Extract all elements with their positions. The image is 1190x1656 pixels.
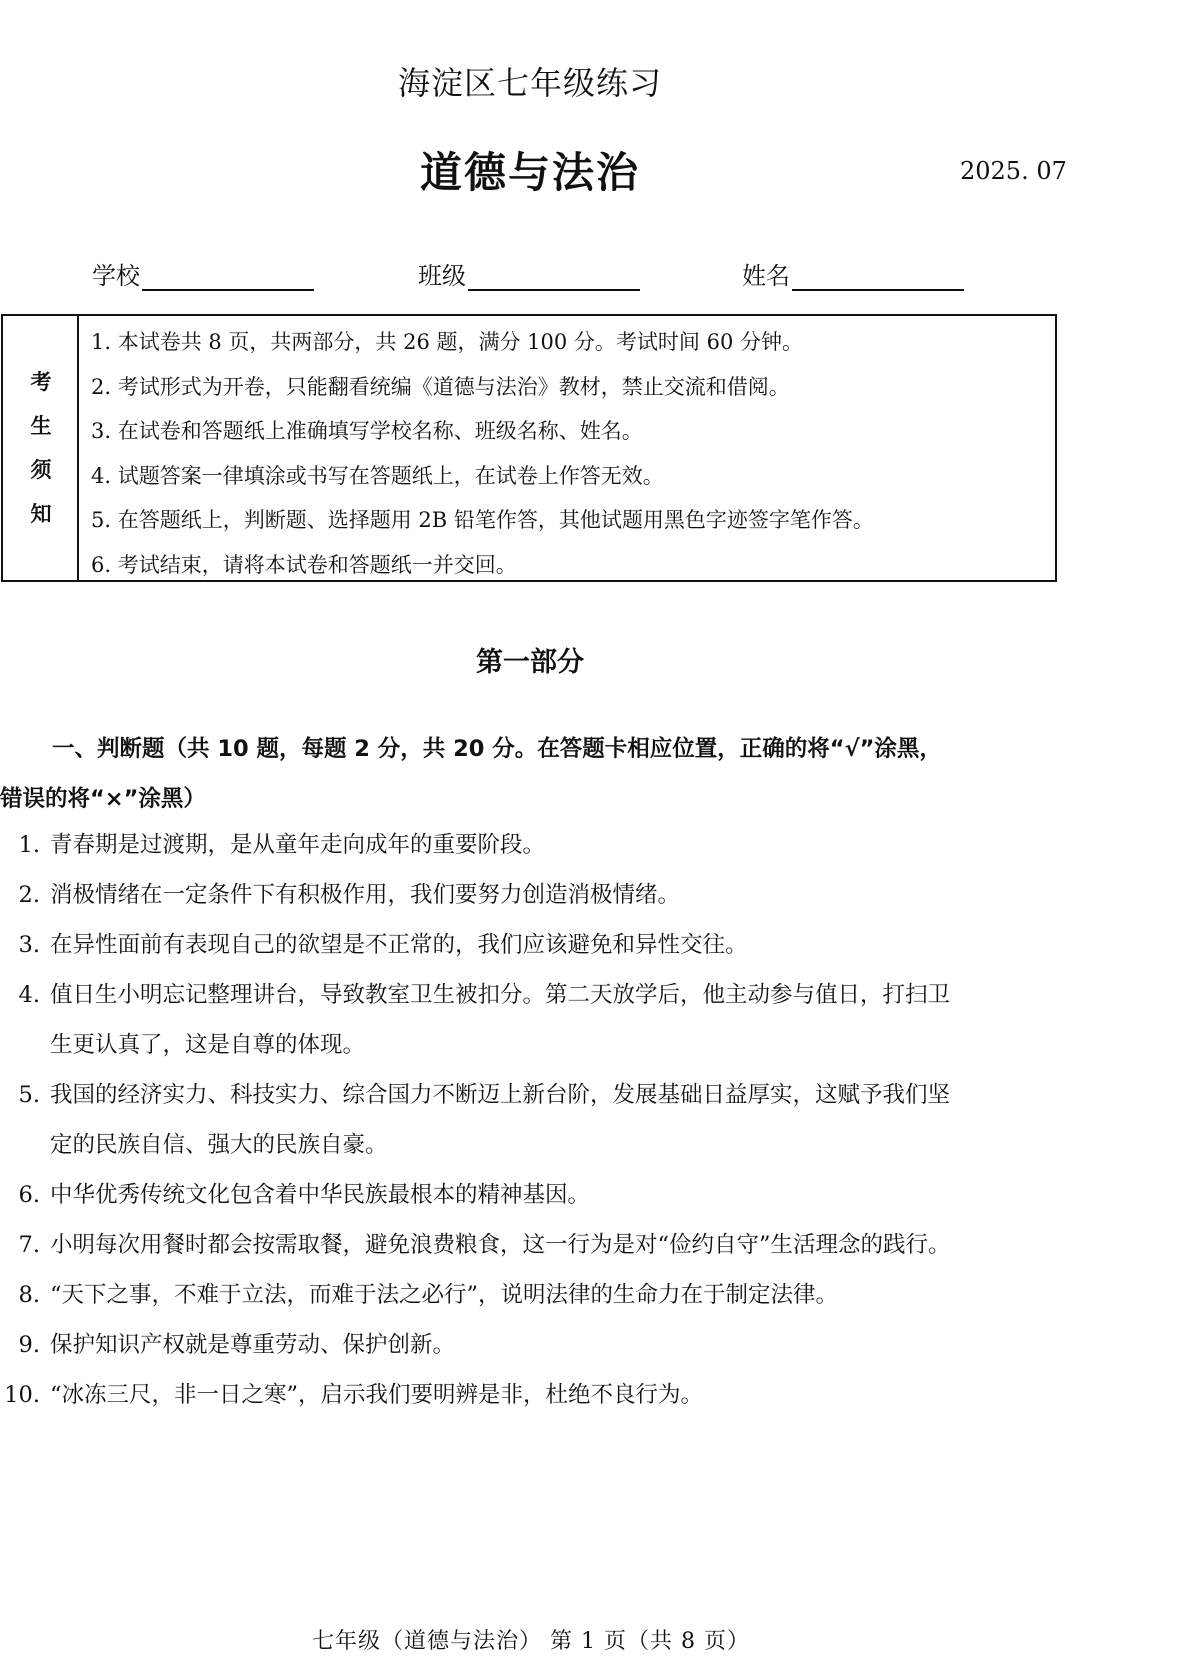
section-heading-line2: 错误的将“×”涂黑） — [0, 786, 206, 812]
exam-date: 2025. 07 — [960, 157, 1067, 185]
notice-side-char: 生 — [30, 413, 52, 438]
exam-series-title: 海淀区七年级练习 — [397, 64, 662, 102]
question-number: 3. — [18, 932, 40, 958]
question-text: 在异性面前有表现自己的欲望是不正常的，我们应该避免和异性交往。 — [50, 932, 748, 958]
notice-item: 1. 本试卷共 8 页，共两部分，共 26 题，满分 100 分。考试时间 60 分钟。 — [91, 330, 803, 354]
question-number: 6. — [18, 1182, 40, 1208]
question-text: 消极情绪在一定条件下有积极作用，我们要努力创造消极情绪。 — [50, 882, 681, 908]
question-list — [0, 820, 1062, 1420]
question-text-continued: 定的民族自信、强大的民族自豪。 — [50, 1132, 388, 1158]
section-heading — [0, 724, 1062, 824]
page-footer: 七年级（道德与法治） 第 1 页（共 8 页） — [312, 1629, 750, 1654]
question-item — [0, 970, 1062, 1070]
question-text: 值日生小明忘记整理讲台，导致教室卫生被扣分。第二天放学后，他主动参与值日，打扫卫 — [50, 982, 951, 1008]
class-label: 班级 — [418, 262, 466, 290]
notice-side-char: 考 — [30, 369, 52, 394]
school-blank-line[interactable] — [142, 261, 314, 291]
subject-title: 道德与法治 — [419, 148, 640, 197]
name-blank-line[interactable] — [792, 261, 964, 291]
notice-side-char: 知 — [30, 501, 52, 526]
question-item — [0, 1220, 1062, 1270]
notice-item: 5. 在答题纸上，判断题、选择题用 2B 铅笔作答，其他试题用黑色字迹签字笔作答。 — [91, 508, 874, 532]
question-number: 9. — [18, 1332, 40, 1358]
notice-items — [91, 320, 874, 587]
question-number: 10. — [4, 1382, 40, 1408]
class-blank-line[interactable] — [468, 261, 640, 291]
section-heading-line1: 一、判断题（共 10 题，每题 2 分，共 20 分。在答题卡相应位置，正确的将“√”涂黑， — [52, 736, 942, 762]
question-text: 青春期是过渡期，是从童年走向成年的重要阶段。 — [50, 832, 546, 858]
question-item — [0, 1370, 1062, 1420]
question-text-continued: 生更认真了，这是自尊的体现。 — [50, 1032, 366, 1058]
question-number: 7. — [18, 1232, 40, 1258]
notice-side-label — [3, 316, 79, 580]
question-item — [0, 820, 1062, 870]
question-number: 1. — [18, 832, 40, 858]
notice-side-char: 须 — [30, 457, 52, 482]
notice-item: 2. 考试形式为开卷，只能翻看统编《道德与法治》教材，禁止交流和借阅。 — [91, 374, 790, 399]
question-text: 小明每次用餐时都会按需取餐，避免浪费粮食，这一行为是对“俭约自守”生活理念的践行。 — [50, 1232, 951, 1258]
school-label: 学校 — [92, 262, 140, 290]
question-text: 中华优秀传统文化包含着中华民族最根本的精神基因。 — [50, 1182, 591, 1208]
notice-item: 6. 考试结束，请将本试卷和答题纸一并交回。 — [91, 552, 517, 577]
student-info-row — [0, 256, 1190, 296]
question-number: 4. — [18, 982, 40, 1008]
question-text: “天下之事，不难于立法，而难于法之必行”，说明法律的生命力在于制定法律。 — [50, 1282, 839, 1308]
question-text: 保护知识产权就是尊重劳动、保护创新。 — [50, 1332, 456, 1358]
question-item — [0, 1170, 1062, 1220]
class-field — [418, 256, 640, 291]
question-number: 5. — [18, 1082, 40, 1108]
question-item — [0, 1270, 1062, 1320]
question-item — [0, 920, 1062, 970]
question-number: 8. — [18, 1282, 40, 1308]
question-text: 我国的经济实力、科技实力、综合国力不断迈上新台阶，发展基础日益厚实，这赋予我们坚 — [50, 1082, 951, 1108]
exam-notice-box — [1, 314, 1057, 582]
part-title: 第一部分 — [476, 647, 584, 678]
notice-item: 4. 试题答案一律填涂或书写在答题纸上，在试卷上作答无效。 — [91, 463, 664, 488]
notice-item: 3. 在试卷和答题纸上准确填写学校名称、班级名称、姓名。 — [91, 419, 643, 443]
question-item — [0, 1070, 1062, 1170]
name-label: 姓名 — [742, 262, 790, 290]
name-field — [742, 256, 964, 291]
question-item — [0, 870, 1062, 920]
question-number: 2. — [18, 882, 40, 908]
question-text: “冰冻三尺，非一日之寒”，启示我们要明辨是非，杜绝不良行为。 — [50, 1382, 704, 1408]
question-item — [0, 1320, 1062, 1370]
school-field — [92, 256, 314, 291]
